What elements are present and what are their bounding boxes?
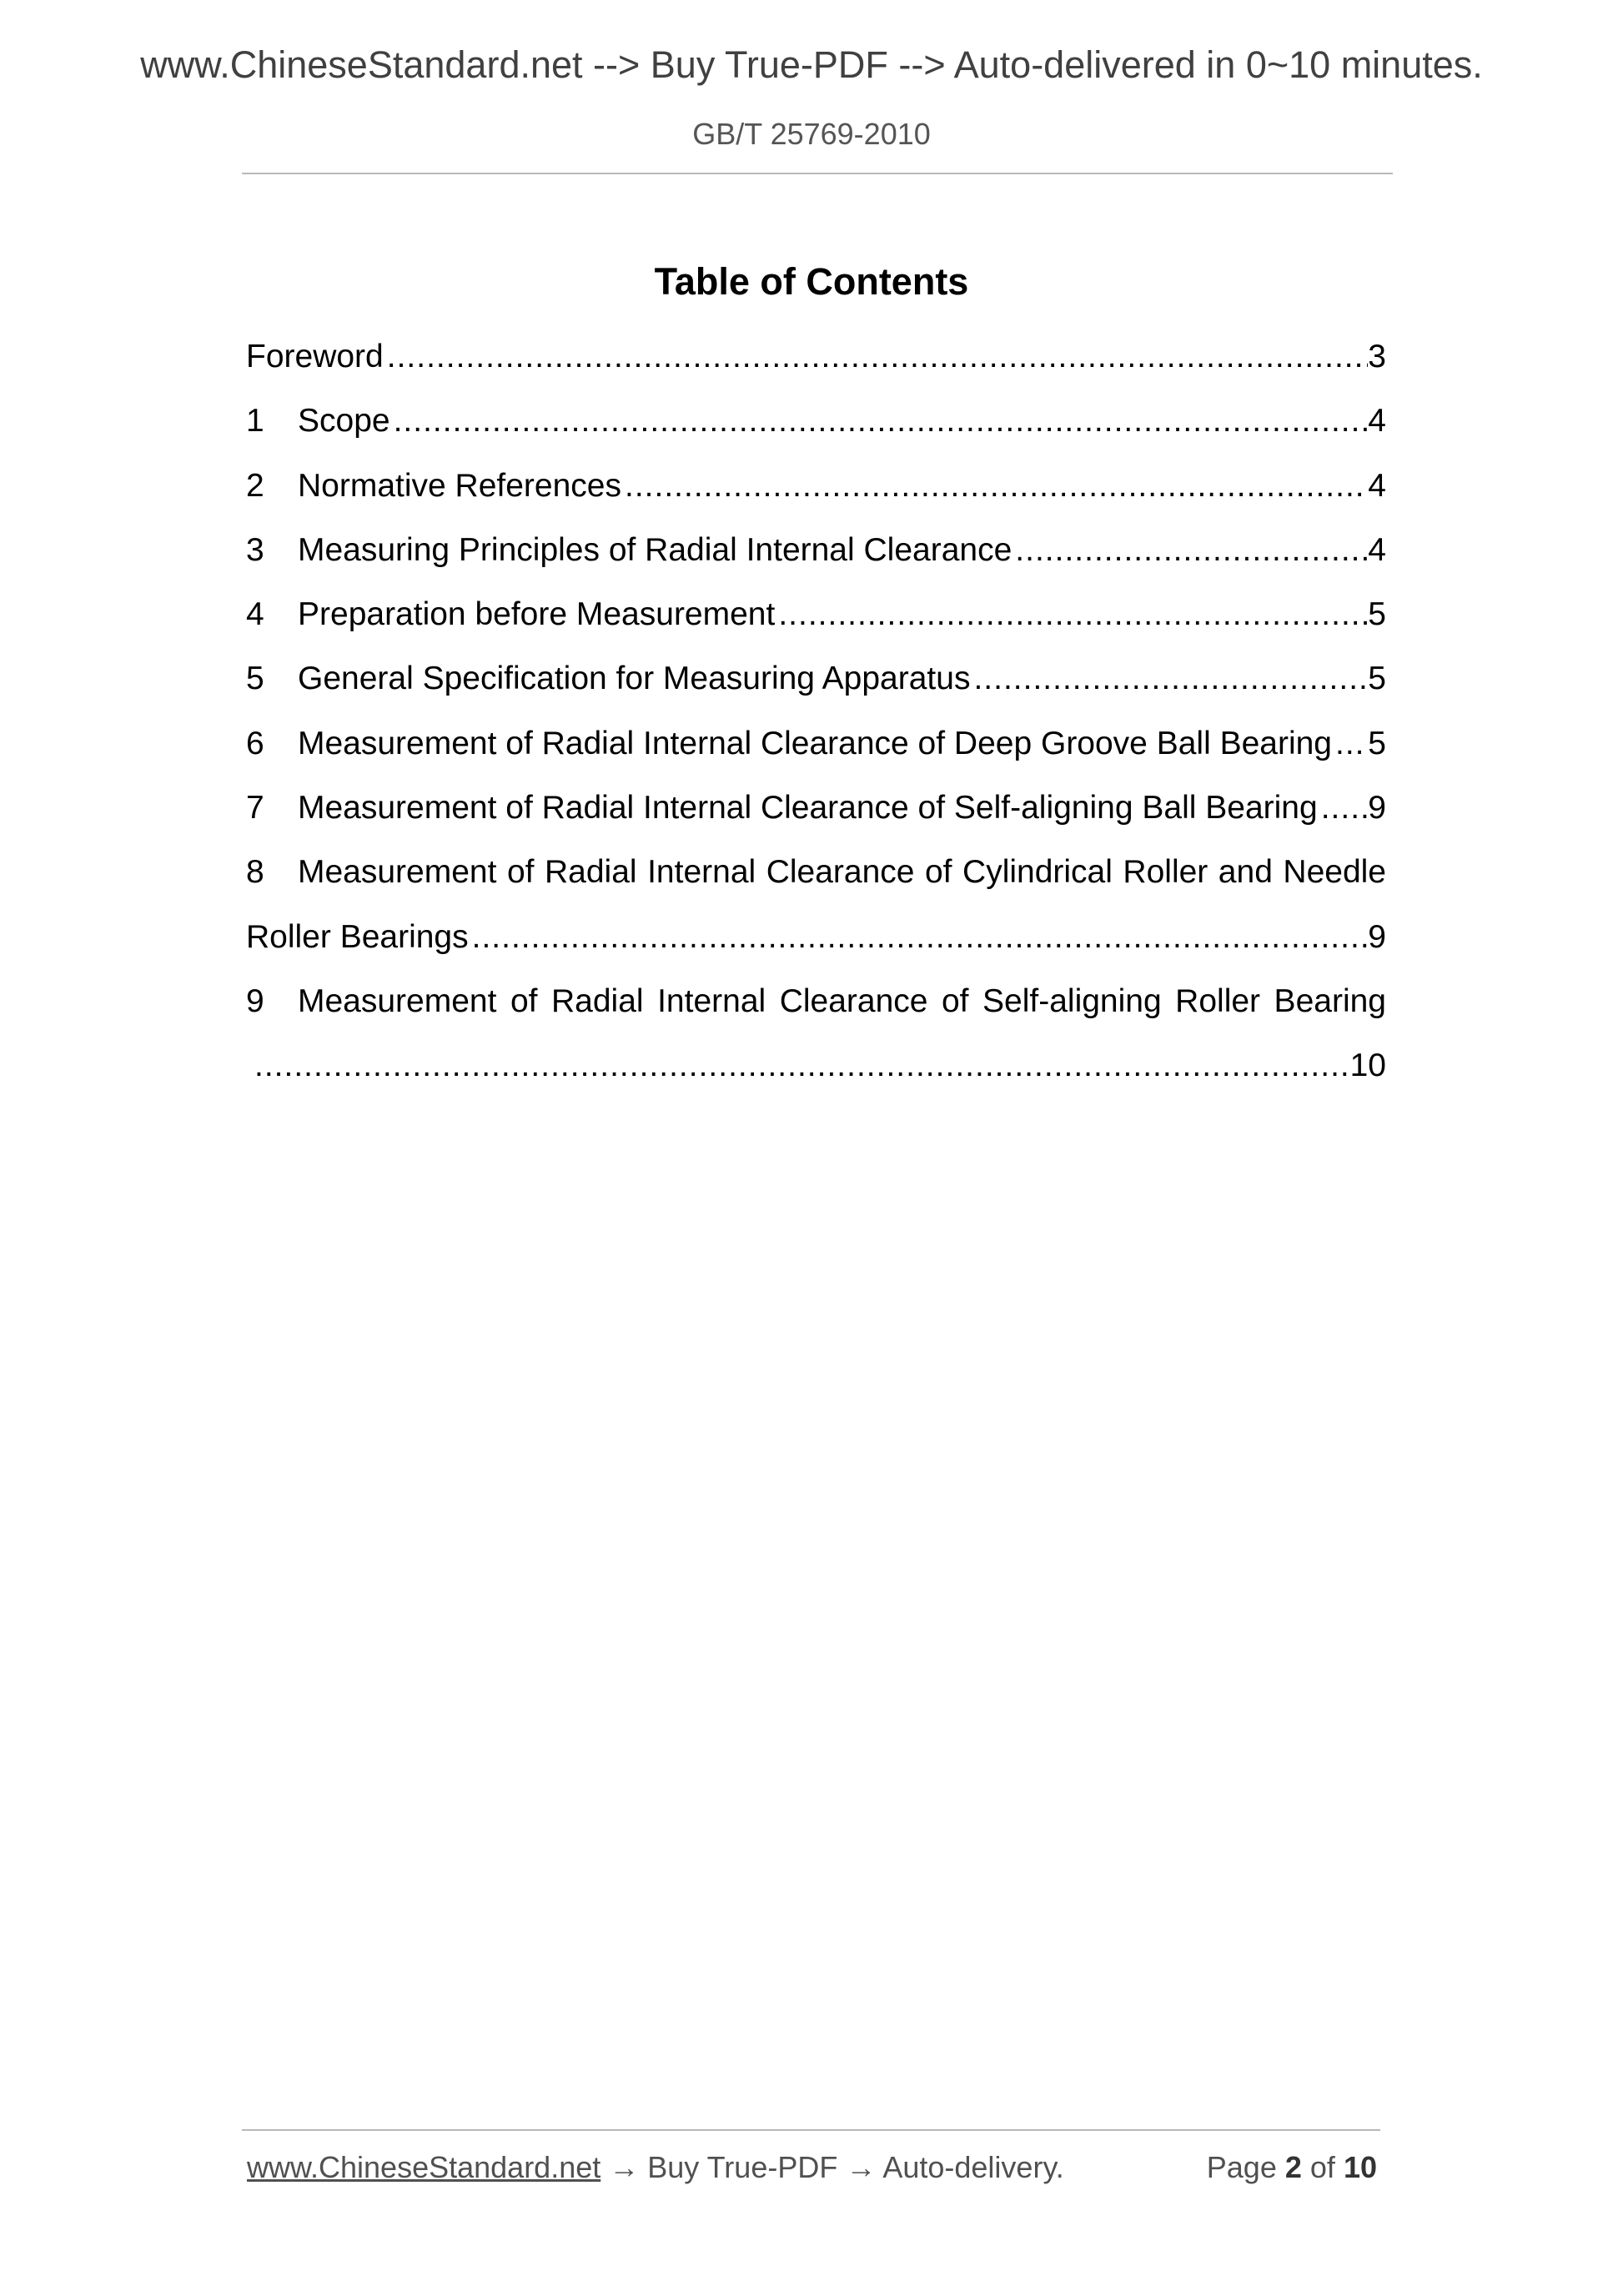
footer-left: [247, 2150, 1064, 2185]
toc-entry-label: Normative References: [298, 467, 621, 504]
toc-entry-page: 5: [1368, 661, 1386, 697]
toc-entry-label: Foreword: [246, 339, 384, 374]
header-divider: [242, 173, 1393, 174]
toc-leader-dots: [1012, 529, 1368, 572]
toc-entry-label: Measurement of Radial Internal Clearance of Deep Groove Ball Bearing: [298, 725, 1333, 761]
toc-entry-label: Measurement of Radial Internal Clearance of Self-aligning Roller Bearing: [298, 982, 1386, 1019]
toc-entry-self-aligning-roller-bearing-continued[interactable]: [246, 1044, 1386, 1108]
table-of-contents: [246, 335, 1386, 1109]
toc-entry-number: 6: [246, 725, 264, 761]
page-word: Page: [1206, 2150, 1277, 2184]
toc-entry-normative-references[interactable]: [246, 465, 1386, 529]
toc-entry-number: 1: [246, 403, 264, 440]
toc-entry-page: 3: [1368, 339, 1386, 374]
toc-entry-label: General Specification for Measuring Apparatus: [298, 661, 971, 697]
toc-entry-number: 3: [246, 531, 264, 568]
footer-divider: [242, 2129, 1380, 2131]
toc-entry-label: Scope: [298, 403, 390, 440]
toc-entry-page: 9: [1368, 790, 1386, 826]
toc-entry-page: 10: [1349, 1048, 1386, 1084]
footer-text: → Buy True-PDF → Auto-delivery.: [609, 2150, 1064, 2184]
toc-entry-scope[interactable]: [246, 399, 1386, 464]
page-number: [1207, 2150, 1377, 2185]
toc-entry-label: Measurement of Radial Internal Clearance of Cylindrical Roller and Needle: [298, 854, 1386, 891]
toc-entry-cylindrical-roller-continued[interactable]: [246, 916, 1386, 980]
toc-leader-dots: [469, 916, 1369, 959]
toc-entry-page: 4: [1368, 467, 1386, 504]
toc-entry-cylindrical-roller[interactable]: [246, 851, 1386, 915]
toc-leader-dots: [1332, 722, 1368, 766]
toc-entry-self-aligning-ball-bearing[interactable]: [246, 786, 1386, 851]
toc-entry-general-specification[interactable]: [246, 657, 1386, 721]
toc-title: Table of Contents: [654, 260, 969, 303]
page-total: 10: [1343, 2150, 1377, 2184]
toc-leader-dots: [390, 399, 1369, 443]
page-of: of: [1309, 2150, 1335, 2184]
toc-leader-dots: [246, 1044, 1350, 1088]
toc-leader-dots: [970, 657, 1368, 701]
toc-entry-measuring-principles[interactable]: [246, 529, 1386, 593]
standard-code: GB/T 25769-2010: [692, 117, 931, 151]
toc-entry-number: 4: [246, 596, 264, 633]
toc-entry-preparation[interactable]: [246, 593, 1386, 657]
toc-entry-label: Preparation before Measurement: [298, 596, 776, 633]
toc-leader-dots: [621, 465, 1368, 508]
toc-entry-page: 9: [1368, 918, 1386, 955]
toc-entry-deep-groove-ball-bearing[interactable]: [246, 722, 1386, 786]
toc-entry-page: 5: [1368, 725, 1386, 761]
toc-entry-foreword[interactable]: [246, 335, 1386, 399]
toc-entry-label: Measuring Principles of Radial Internal Clearance: [298, 531, 1012, 568]
toc-entry-number: 5: [246, 661, 264, 697]
toc-entry-self-aligning-roller-bearing[interactable]: [246, 980, 1386, 1044]
page-current: 2: [1284, 2150, 1302, 2184]
toc-entry-number: 8: [246, 854, 264, 891]
toc-entry-number: 9: [246, 982, 264, 1019]
top-banner: www.ChineseStandard.net --> Buy True-PDF --> Auto-delivered in 0~10 minutes.: [140, 43, 1483, 86]
toc-entry-page: 5: [1368, 596, 1386, 633]
toc-entry-number: 2: [246, 467, 264, 504]
toc-leader-dots: [384, 335, 1369, 379]
toc-entry-page: 4: [1368, 531, 1386, 568]
toc-entry-page: 4: [1368, 403, 1386, 440]
page-footer: [247, 2150, 1377, 2185]
footer-site-link[interactable]: www.ChineseStandard.net: [247, 2150, 601, 2184]
toc-entry-number: 7: [246, 790, 264, 826]
toc-entry-label-continued: Roller Bearings: [246, 918, 469, 955]
toc-entry-label: Measurement of Radial Internal Clearance of Self-aligning Ball Bearing: [298, 790, 1318, 826]
toc-leader-dots: [1318, 786, 1369, 830]
toc-leader-dots: [775, 593, 1368, 636]
